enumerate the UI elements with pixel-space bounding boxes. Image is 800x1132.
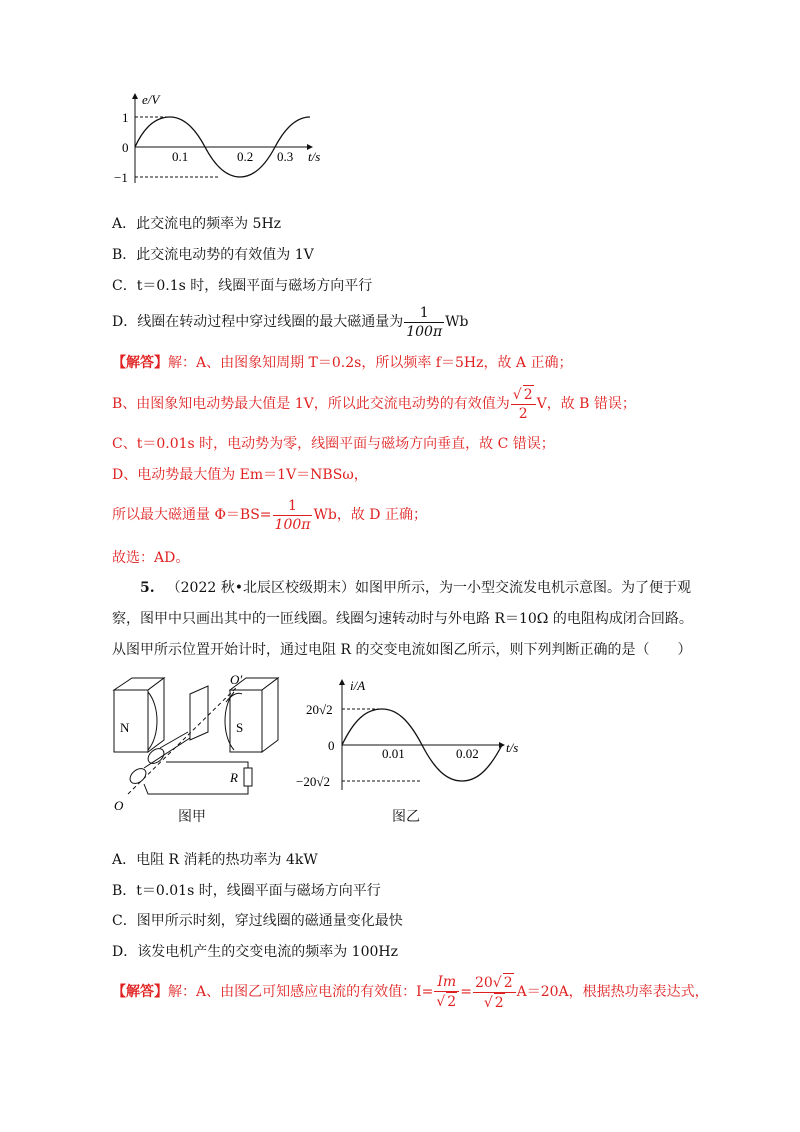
slip-ring-2 — [127, 766, 149, 787]
figure-generator — [108, 672, 288, 812]
answer5-frac2-num-coef: 20 — [474, 974, 493, 991]
figure-b-caption: 图乙 — [392, 809, 420, 825]
answer5-frac2-num: 20√ 2 — [473, 973, 516, 993]
q5-option-a: A．电阻 R 消耗的热功率为 4kW — [112, 852, 318, 868]
answer5-frac1-den: √ 2 — [436, 994, 457, 1010]
q5-line3: 从图甲所示位置开始计时，通过电阻 R 的交变电流如图乙所示，则下列判断正确的是（ ） — [112, 642, 692, 658]
q4-option-d-num: 1 — [404, 304, 444, 323]
label-o: O — [114, 798, 124, 812]
q5-option-d: D．该发电机产生的交变电流的频率为 100Hz — [112, 944, 398, 960]
answer4-line5-prefix: 所以最大磁通量 Φ＝BS= — [112, 507, 272, 523]
answer4-line3: C、t＝0.01s 时，电动势为零，线圈平面与磁场方向垂直，故 C 错误； — [112, 436, 555, 452]
answer5-frac1-num: Im — [434, 973, 459, 992]
q5-line2: 察，图甲中只画出其中的一匝线圈。线圈匀速转动时与外电路 R＝10Ω 的电阻构成闭合回路。 — [112, 611, 693, 627]
q4-option-d — [112, 302, 469, 342]
q5-line1 — [140, 578, 691, 598]
y-zero-label: 0 — [328, 738, 335, 753]
graph-e-vs-t — [112, 88, 342, 190]
y-axis-label: e/V — [142, 92, 160, 107]
q4-option-d-text: D．线圈在转动过程中穿过线圈的最大磁通量为 — [112, 314, 404, 330]
answer4-line5 — [112, 495, 427, 535]
circuit-wire-top — [166, 762, 248, 768]
figure-a-caption: 图甲 — [178, 809, 206, 825]
answer5-frac1-den-rad: 2 — [447, 994, 457, 1010]
label-r: R — [230, 770, 238, 785]
x-axis-label: t/s — [308, 149, 321, 164]
q4-option-d-den: 100π — [406, 323, 443, 340]
x-tick-0.01: 0.01 — [382, 746, 405, 761]
circuit-wire-bottom — [144, 784, 248, 794]
coil — [190, 686, 208, 740]
q5-option-b: B．t＝0.01s 时，线圈平面与磁场方向平行 — [112, 883, 381, 899]
answer5-tag: 【解答】 — [112, 984, 168, 1000]
q5-number: 5. — [140, 580, 155, 596]
answer4-line2-num: √ 2 — [511, 385, 536, 405]
y-tick-neg1: −1 — [114, 170, 128, 185]
answer4-line5-den: 100π — [274, 516, 311, 533]
x-axis-label: t/s — [506, 740, 519, 755]
answer4-line2 — [112, 384, 636, 424]
y-tick-0: 0 — [122, 140, 129, 155]
graph-i-vs-t — [296, 676, 536, 796]
answer4-tag: 【解答】 — [112, 355, 168, 371]
answer5-fraction1 — [434, 973, 459, 1011]
answer4-line2-prefix: B、由图象知电动势最大值是 1V，所以此交流电动势的有效值为 — [112, 396, 510, 412]
q4-option-b: B．此交流电动势的有效值为 1V — [112, 247, 314, 263]
x-tick-0.2: 0.2 — [237, 149, 254, 164]
q4-option-a: A．此交流电的频率为 5Hz — [112, 216, 282, 232]
answer5-fraction2 — [473, 973, 516, 1012]
x-tick-0.3: 0.3 — [277, 149, 294, 164]
q5-line1-text: （2022 秋•北辰区校级期末）如图甲所示，为一小型交流发电机示意图。为了便于观 — [166, 580, 691, 596]
q5-option-c: C．图甲所示时刻，穿过线圈的磁通量变化最快 — [112, 913, 403, 929]
answer4-line4: D、电动势最大值为 Em＝1V＝NBSω， — [112, 467, 368, 483]
answer4-line2-num-rad: 2 — [523, 387, 533, 403]
answer4-line1 — [112, 353, 572, 373]
answer4-line2-suffix: V，故 B 错误； — [536, 396, 636, 412]
answer4-line6: 故选：AD。 — [112, 550, 190, 566]
sine-curve-2 — [135, 117, 170, 147]
label-s: S — [236, 720, 244, 735]
answer5-line1 — [112, 972, 709, 1012]
answer4-line5-suffix: Wb，故 D 正确； — [313, 507, 427, 523]
answer4-line2-den: 2 — [518, 406, 528, 422]
answer4-line5-num: 1 — [273, 497, 313, 516]
label-o-prime: O′ — [230, 672, 243, 687]
resistor — [244, 768, 252, 786]
y-bottom-label: −20√2 — [296, 774, 330, 789]
y-axis-label: i/A — [350, 678, 366, 693]
label-n: N — [120, 720, 130, 735]
q4-option-d-fraction — [404, 304, 444, 341]
answer5-eq: = — [460, 984, 472, 1000]
x-tick-0.1: 0.1 — [172, 149, 189, 164]
x-tick-0.02: 0.02 — [456, 746, 479, 761]
answer5-frac2-den: √ 2 — [483, 994, 504, 1011]
answer4-line5-fraction — [273, 497, 313, 534]
y-top-label: 20√2 — [306, 702, 333, 717]
answer5-frac2-num-rad: 2 — [503, 974, 513, 991]
y-tick-1: 1 — [122, 110, 129, 125]
q4-option-c: C．t＝0.1s 时，线圈平面与磁场方向平行 — [112, 278, 373, 294]
answer4-line1-text: 解：A、由图象知周期 T＝0.2s，所以频率 f＝5Hz，故 A 正确； — [168, 355, 573, 371]
answer5-prefix: 解：A、由图乙可知感应电流的有效值：I= — [168, 984, 434, 1000]
answer5-frac2-den-rad: 2 — [494, 994, 504, 1011]
answer5-suffix: A＝20A，根据热功率表达式， — [516, 984, 709, 1000]
answer4-line2-fraction — [511, 385, 536, 423]
q4-option-d-unit: Wb — [445, 314, 469, 330]
